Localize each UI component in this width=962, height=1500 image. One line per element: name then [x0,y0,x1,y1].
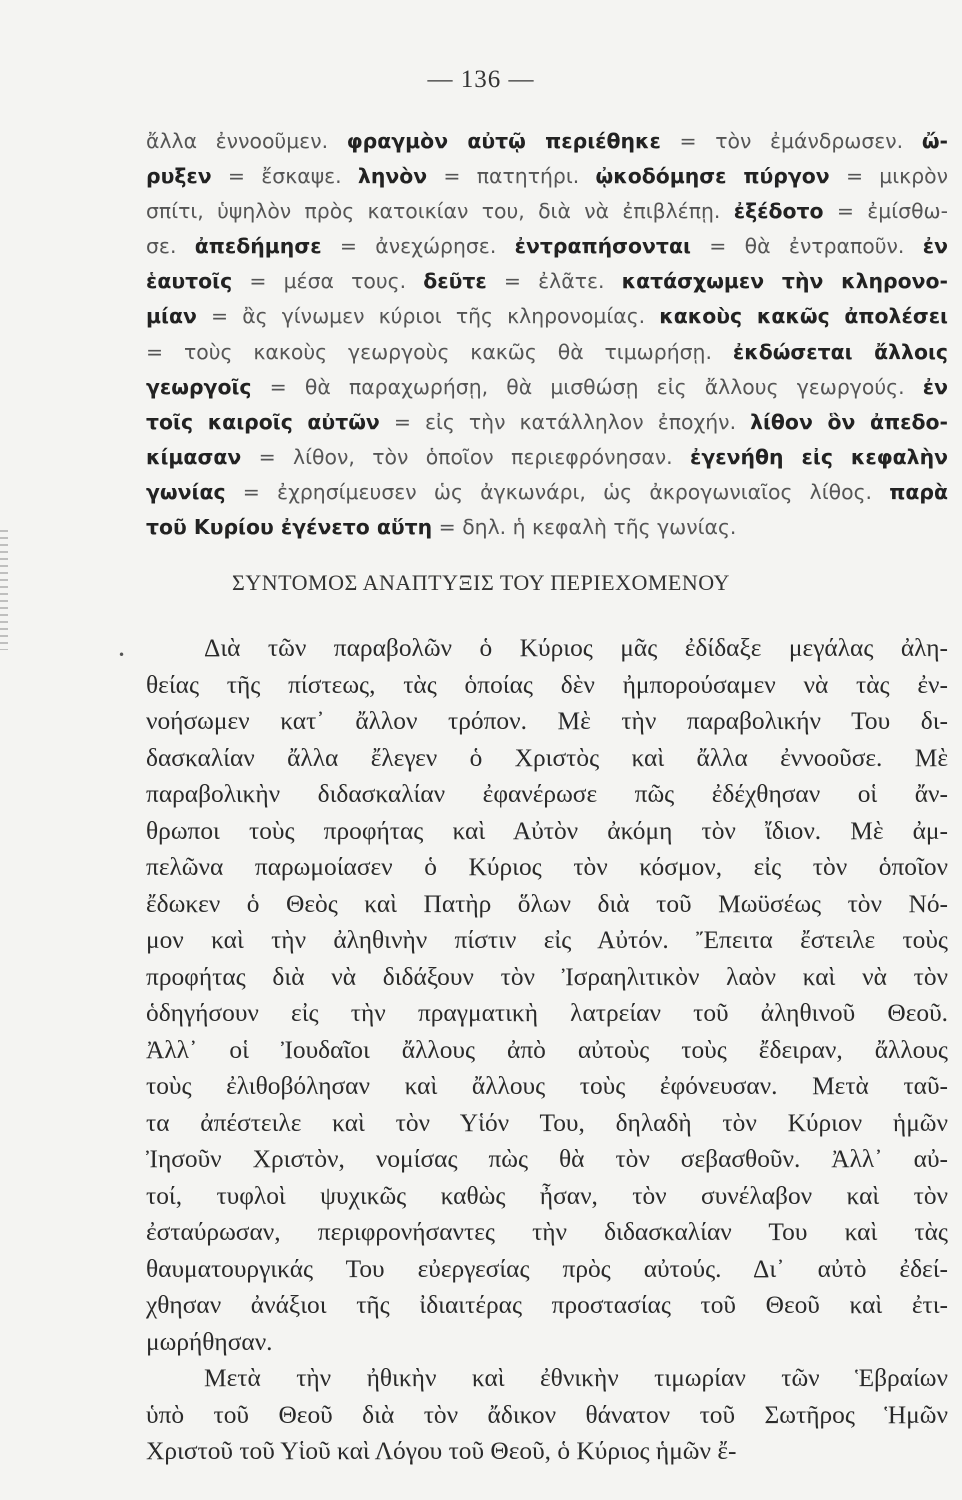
glossary-term: τοῦ Κυρίου ἐγένετο αὕτη [146,515,433,540]
body-line: τα ἀπέστειλε καὶ τὸν Υἱόν Του, δηλαδὴ τὸν Κύριον ἡμῶν [146,1108,948,1137]
glossary-term: κίμασαν [146,444,242,469]
body-line: πελῶνα παρωμοίασεν ὁ Κύριος τὸν κόσμον, εἰς τὸν ὁποῖον [146,853,948,881]
glossary-definition: = ἀνεχώρησε. [321,234,515,259]
glossary-term: φραγμὸν αὐτῷ περιέθηκε [346,129,661,153]
page-number: — 136 — [427,66,535,93]
glossary-term: ληνὸν [357,164,428,189]
body-line: Διὰ τῶν παραβολῶν ὁ Κύριος μᾶς ἐδίδαξε μεγάλας ἀλη- [204,634,948,662]
glossary-line [146,299,948,334]
body-line: μον καὶ τὴν ἀληθινὴν πίστιν εἰς Αὐτόν. Ἔπειτα ἔστειλε τοὺς [146,926,948,954]
glossary-line [146,229,948,264]
glossary-term: κατάσχωμεν τὴν κληρονο- [621,269,948,294]
glossary-definition: = δηλ. ἡ κεφαλὴ τῆς γωνίας. [432,515,737,540]
body-line: θαυματουργικάς Του εὐεργεσίας πρὸς αὐτούς. Δι᾽ αὐτὸ ἐδεί- [146,1254,948,1283]
glossary-term: ᾠκοδόμησε πύργον [595,164,830,189]
glossary-term: ρυξεν [146,164,212,189]
glossary-term: ἐγενήθη εἰς κεφαλὴν [690,444,948,469]
glossary-term: ἑαυτοῖς [146,269,233,294]
glossary-term: τοῖς καιροῖς αὐτῶν [146,409,380,434]
glossary-term: ἐν [922,374,948,399]
glossary-definition: = λίθον, τὸν ὁποῖον περιεφρόνησαν. [241,444,691,469]
glossary-term: λίθον ὃν ἀπεδο- [750,409,948,434]
glossary-term: ἀπεδήμησε [194,234,322,259]
body-line: θείας τῆς πίστεως, τὰς ὁποίας δὲν ἠμπορούσαμεν νὰ τὰς ἐν- [146,670,948,699]
glossary-line [146,475,948,510]
glossary-term: ἐκδώσεται ἄλλοις [732,339,948,364]
body-line: Μετὰ τὴν ἠθικὴν καὶ ἐθνικὴν τιμωρίαν τῶν Ἑβραίων [204,1364,948,1392]
glossary-line [146,194,948,229]
glossary-term: παρὰ [889,479,948,504]
glossary-line [146,510,948,545]
glossary-term: δεῦτε [423,269,487,294]
glossary-definition: = εἰς τὴν κατάλληλον ἐποχήν. [379,409,751,434]
glossary-term: ὤ- [921,129,948,153]
margin-mark: • [118,648,126,662]
glossary-term: κακοὺς κακῶς ἀπολέσει [659,304,948,329]
glossary-term: μίαν [146,304,197,329]
body-line: νοήσωμεν κατ᾽ ἄλλον τρόπον. Μὲ τὴν παραβολικήν Του δι- [146,707,948,735]
glossary-line [146,335,948,370]
glossary-definition: = ἐχρησίμευσεν ὡς ἀγκωνάρι, ὡς ἀκρογωνιαῖος λίθος. [225,479,890,504]
body-line: ἔδωκεν ὁ Θεὸς καὶ Πατὴρ ὅλων διὰ τοῦ Μωϋσέως τὸν Νό- [146,889,948,918]
glossary-definition: = τοὺς κακοὺς γεωργοὺς κακῶς θὰ τιμωρήσῃ. [146,339,733,364]
glossary-term: γεωργοῖς [146,374,252,399]
glossary-term: ἐξέδοτο [733,199,824,224]
body-line: Χριστοῦ τοῦ Υἱοῦ καὶ Λόγου τοῦ Θεοῦ, ὁ Κύριος ἡμῶν ἔ- [146,1437,737,1465]
glossary-definition: = ἐλᾶτε. [486,269,622,294]
body-line: ὑπὸ τοῦ Θεοῦ διὰ τὸν ἄδικον θάνατον τοῦ Σωτῆρος Ἡμῶν [146,1400,948,1429]
glossary-definition: = ἂς γίνωμεν κύριοι τῆς κληρονομίας. [196,304,660,329]
body-line: τοὺς ἐλιθοβόλησαν καὶ ἄλλους τοὺς ἐφόνευσαν. Μετὰ ταῦ- [146,1072,948,1100]
glossary-line [146,264,948,299]
body-line: τοί, τυφλοὶ ψυχικῶς καθὼς ἦσαν, τὸν συνέλαβον καὶ τὸν [146,1181,948,1210]
body-line: χθησαν ἀνάξιοι τῆς ἰδιαιτέρας προστασίας τοῦ Θεοῦ καὶ ἐτι- [146,1291,948,1319]
glossary-term: ἐν [922,234,949,259]
glossary-line [146,370,948,405]
body-line: προφήτας διὰ νὰ διδάξουν τὸν Ἰσραηλιτικὸν λαὸν καὶ νὰ τὸν [146,962,948,991]
glossary-definition: = τὸν ἐμάνδρωσεν. [660,129,922,153]
body-line: ἐσταύρωσαν, περιφρονήσαντες τὴν διδασκαλίαν Του καὶ τὰς [146,1218,948,1246]
glossary-definition: = θὰ ἐντραποῦν. [690,234,923,259]
body-text [146,630,948,1470]
glossary-line [146,124,948,159]
glossary-term: ἐντραπήσονται [514,234,691,259]
glossary-definition: = θὰ παραχωρήσῃ, θὰ μισθώσῃ εἰς ἄλλους γεωργούς. [251,374,923,399]
glossary-line [146,159,948,194]
binding-edge-marks [0,530,8,650]
body-line: Ἀλλ᾽ οἱ Ἰουδαῖοι ἄλλους ἀπὸ αὐτοὺς τοὺς ἔδειραν, ἄλλους [146,1035,948,1064]
glossary-line [146,405,948,440]
body-line: παραβολικὴν διδασκαλίαν ἐφανέρωσε πῶς ἐδέχθησαν οἱ ἄν- [146,780,948,808]
glossary-definition: ἄλλα ἐννοοῦμεν. [146,129,347,153]
glossary-definition: σε. [146,234,195,259]
body-line: Ἰησοῦν Χριστὸν, νομίσας πὼς θὰ τὸν σεβασθοῦν. Ἀλλ᾽ αὐ- [146,1145,948,1173]
glossary-line [146,440,948,475]
glossary-definition: = πατητήρι. [427,164,596,189]
glossary-definition: = μικρὸν [829,164,949,189]
glossary-definition: = ἔσκαψε. [211,164,358,189]
glossary-definition: = μέσα τους. [232,269,424,294]
body-line: ὁδηγήσουν εἰς τὴν πραγματικὴ λατρείαν τοῦ ἀληθινοῦ Θεοῦ. [146,999,948,1027]
glossary-definition: = ἐμίσθω- [823,199,948,224]
section-heading: ΣΥΝΤΟΜΟΣ ΑΝΑΠΤΥΞΙΣ ΤΟΥ ΠΕΡΙΕΧΟΜΕΝΟΥ [232,570,730,595]
glossary-section [146,124,948,545]
body-line: δασκαλίαν ἄλλα ἔλεγεν ὁ Χριστὸς καὶ ἄλλα ἐννοοῦσε. Μὲ [146,743,948,772]
glossary-definition: σπίτι, ὑψηλὸν πρὸς κατοικίαν του, διὰ νὰ ἐπιβλέπῃ. [146,199,734,224]
glossary-term: γωνίας [146,479,226,504]
body-line: θρωποι τοὺς προφήτας καὶ Αὐτὸν ἀκόμη τὸν ἴδιον. Μὲ ἀμ- [146,816,948,845]
body-line: μωρήθησαν. [146,1327,273,1356]
